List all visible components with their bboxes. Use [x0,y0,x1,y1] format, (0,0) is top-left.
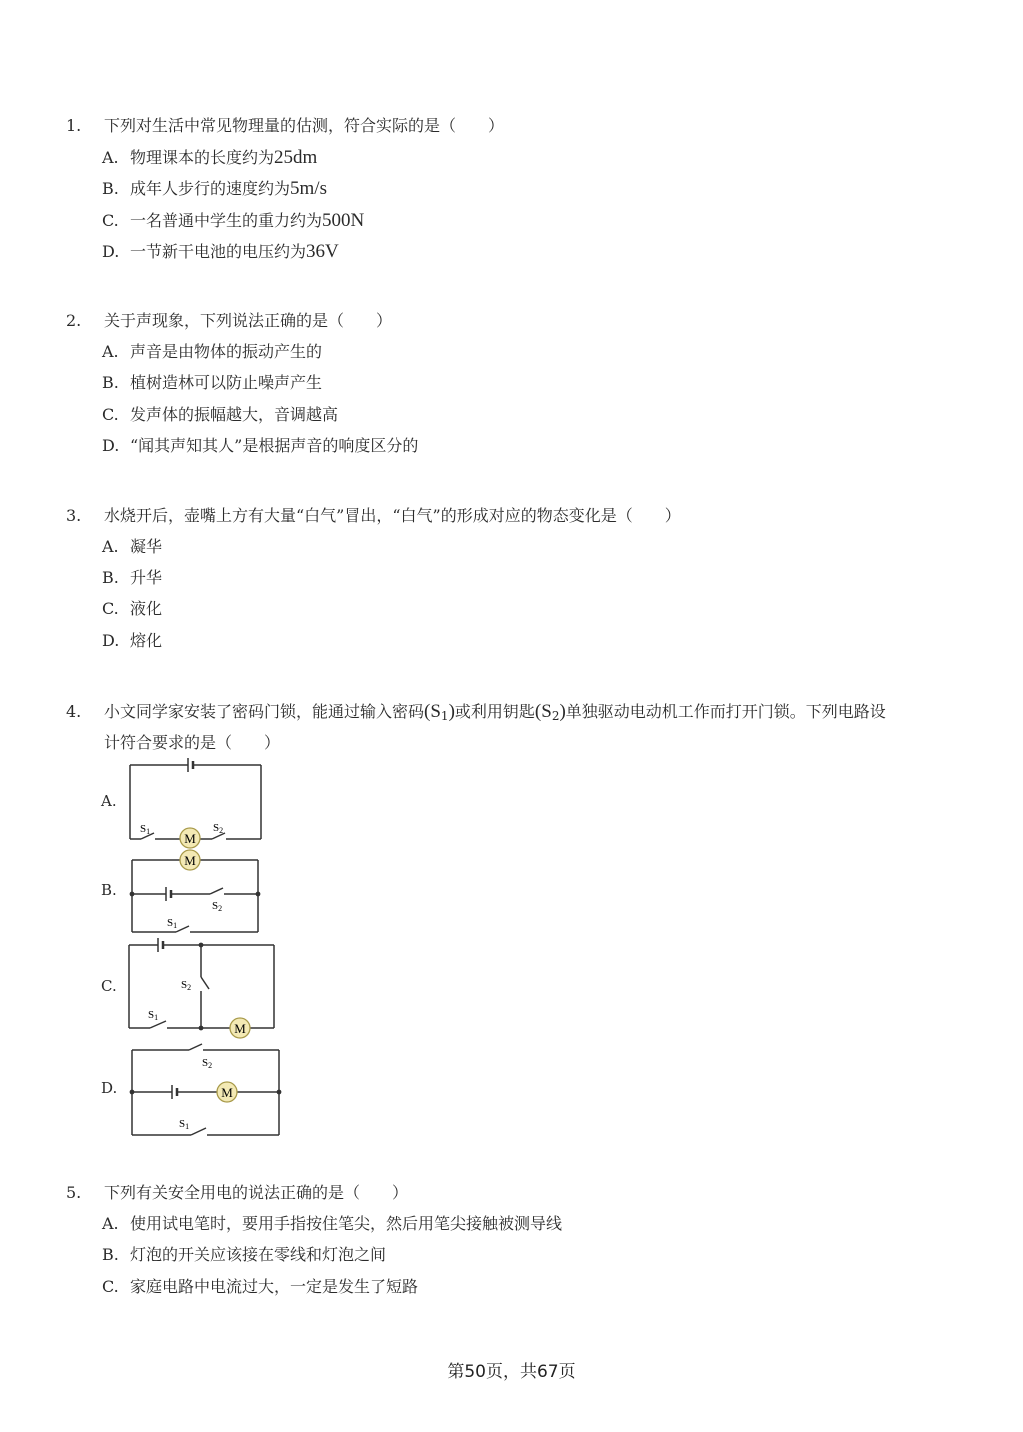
circuit-diagram-c [124,936,284,1042]
option-b: B. 升华 [102,568,163,587]
switch-s1-label: S1 [140,823,151,836]
option-b: B. 灯泡的开关应该接在零线和灯泡之间 [102,1245,387,1264]
question-stem: 下列有关安全用电的说法正确的是（ ） [104,1183,409,1202]
switch-s2-label: S2 [202,1057,213,1070]
switch-s1-label: S1 [179,1118,190,1131]
question-stem: 关于声现象，下列说法正确的是（ ） [104,311,393,330]
option-c: C. 家庭电路中电流过大，一定是发生了短路 [102,1277,419,1296]
switch-s1-blade [191,1128,206,1135]
motor-label: M [221,1085,233,1100]
junction-dot [130,1090,135,1095]
motor-label: M [234,1021,246,1036]
option-d: D. 熔化 [102,631,163,650]
switch-s2-blade [210,888,223,894]
switch-s1-label: S1 [148,1009,159,1022]
switch-s2-label: S2 [181,979,192,992]
option-d: D. 一节新干电池的电压约为36V [102,241,339,262]
option-b: B. 植树造林可以防止噪声产生 [102,373,323,392]
switch-s2-blade [201,977,209,989]
junction-dot [199,1026,204,1031]
question-number: 4. [66,702,82,721]
switch-s2-label: S2 [212,900,223,913]
option-a: A. 凝华 [102,537,163,556]
option-d: D. “闻其声知其人”是根据声音的响度区分的 [102,436,419,455]
motor-label: M [184,853,196,868]
question-stem: 水烧开后，壶嘴上方有大量“白气”冒出，“白气”的形成对应的物态变化是（ ） [104,506,681,525]
switch-s1-blade [150,1021,166,1028]
switch-s2-label: S2 [213,822,224,835]
option-c: C. 发声体的振幅越大，音调越高 [102,405,339,424]
junction-dot [130,892,135,897]
question-number: 2. [66,311,82,330]
question-stem: 下列对生活中常见物理量的估测，符合实际的是（ ） [104,116,505,135]
question-stem-line2: 计符合要求的是（ ） [104,733,281,752]
junction-dot [256,892,261,897]
circuit-diagram-b [124,848,269,938]
page-footer: 第50页，共67页 [447,1362,576,1382]
option-b: B. 成年人步行的速度约为5m/s [102,178,327,199]
switch-s1-blade [176,926,189,932]
junction-dot [199,943,204,948]
option-a: A. 声音是由物体的振动产生的 [102,342,323,361]
question-number: 1. [66,116,82,135]
option-d-label: D. [101,1079,118,1097]
option-a: A. 使用试电笔时，要用手指按住笔尖，然后用笔尖接触被测导线 [102,1214,563,1233]
option-a: A. 物理课本的长度约为25dm [102,147,318,168]
junction-dot [277,1090,282,1095]
question-stem: 小文同学家安装了密码门锁，能通过输入密码$(S_1)$或利用钥匙$(S_2)$单独驱动电动机工作而打开门锁。下列电路设 [104,701,886,723]
motor-label: M [184,831,196,846]
option-a-label: A. [101,792,117,810]
option-c: C. 一名普通中学生的重力约为500N [102,210,365,231]
option-c-label: C. [101,977,117,995]
circuit-diagram-a [124,757,269,849]
question-number: 3. [66,506,82,525]
circuit-diagram-d [124,1043,289,1143]
switch-s2-blade [189,1044,202,1050]
option-c: C. 液化 [102,599,163,618]
switch-s1-label: S1 [167,917,178,930]
question-number: 5. [66,1183,82,1202]
option-b-label: B. [101,881,117,899]
